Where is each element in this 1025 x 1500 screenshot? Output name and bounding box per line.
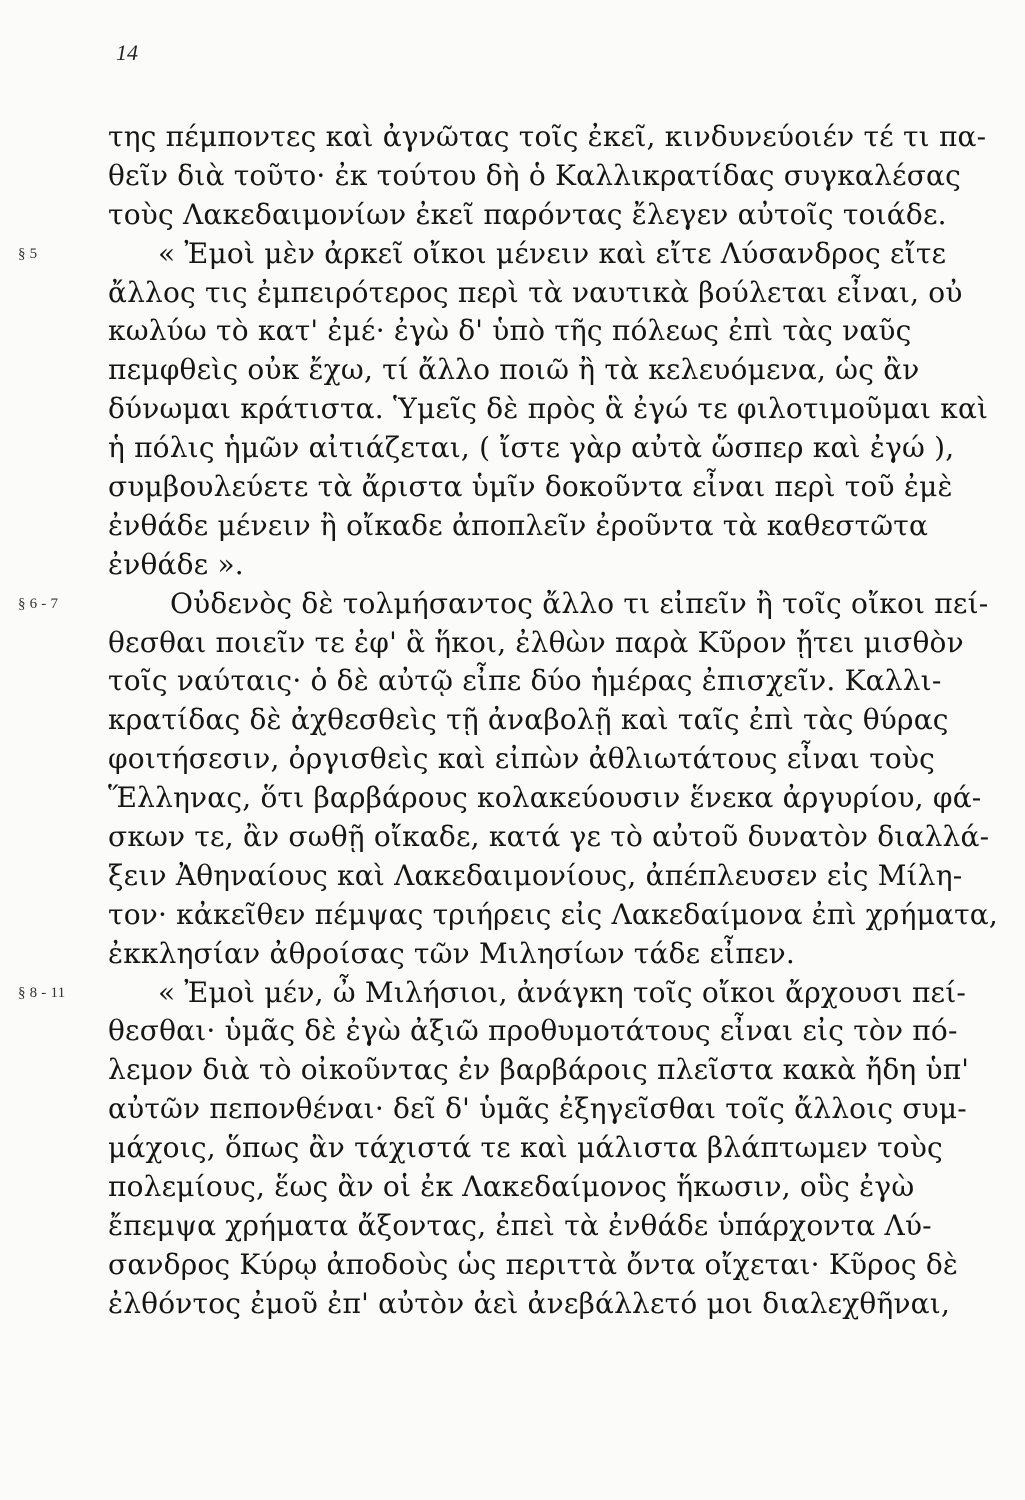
text-line xyxy=(108,274,963,313)
line-text: μάχοις, ὅπως ἂν τάχιστά τε καὶ μάλιστα βλάπτωμεν τοὺς xyxy=(108,1131,943,1165)
text-line xyxy=(108,818,990,857)
text-line xyxy=(108,662,953,701)
line-text: τοῖς ναύταις· ὁ δὲ αὐτῷ εἶπε δύο ἡμέρας ἐπισχεῖν. Καλλι- xyxy=(108,664,942,698)
section-ref: § 6 - 7 xyxy=(18,595,59,612)
text-line xyxy=(108,701,953,740)
text-line xyxy=(108,1012,958,1051)
text-line xyxy=(108,157,961,196)
text-line xyxy=(18,235,953,274)
line-text: θεσθαι· ὑμᾶς δὲ ἐγὼ ἀξιῶ προθυμοτάτους εἶναι εἰς τὸν πό- xyxy=(108,1014,958,1048)
section-ref: § 5 xyxy=(18,245,38,262)
text-line xyxy=(108,1207,953,1246)
section-ref: § 8 - 11 xyxy=(18,984,66,1001)
text-line xyxy=(108,896,998,935)
text-line xyxy=(108,546,953,585)
text-line xyxy=(108,857,963,896)
text-line xyxy=(108,740,953,779)
text-line xyxy=(108,196,953,235)
text-line xyxy=(108,1129,953,1168)
text-line xyxy=(108,429,953,468)
line-text: λεμον διὰ τὸ οἰκοῦντας ἐν βαρβάροις πλεῖστα κακὰ ἤδη ὑπ' xyxy=(108,1053,970,1087)
line-text: δύνωμαι κράτιστα. Ὑμεῖς δὲ πρὸς ἃ ἐγώ τε φιλοτιμοῦμαι καὶ xyxy=(108,392,989,426)
text-line xyxy=(108,1285,953,1324)
text-line xyxy=(108,1051,970,1090)
line-text: ἐνθάδε ». xyxy=(108,547,244,581)
text-line xyxy=(108,1168,953,1207)
line-text: « Ἐμοὶ μὲν ἀρκεῖ οἴκοι μένειν καὶ εἴτε Λύσανδρος εἴτε xyxy=(158,236,947,270)
line-text: Ἕλληνας, ὅτι βαρβάρους κολακεύουσιν ἕνεκα ἀργυρίου, φά- xyxy=(108,781,982,815)
line-text: « Ἐμοὶ μέν, ὦ Μιλήσιοι, ἀνάγκη τοῖς οἴκοι ἄρχουσι πεί- xyxy=(158,975,967,1009)
text-line xyxy=(108,351,953,390)
text-line xyxy=(108,118,987,157)
text-line xyxy=(108,779,982,818)
line-text: κρατίδας δὲ ἀχθεσθεὶς τῇ ἀναβολῇ καὶ ταῖς ἐπὶ τὰς θύρας xyxy=(108,703,949,737)
line-text: πολεμίους, ἕως ἂν οἱ ἐκ Λακεδαίμονος ἥκωσιν, οὓς ἐγὼ xyxy=(108,1170,915,1204)
line-text: ἡ πόλις ἡμῶν αἰτιάζεται, ( ἴστε γὰρ αὐτὰ ὥσπερ καὶ ἐγώ ), xyxy=(108,431,955,465)
page-number: 14 xyxy=(116,40,138,65)
text-line xyxy=(108,390,989,429)
text-line xyxy=(108,507,953,546)
line-text: τον· κἀκεῖθεν πέμψας τριήρεις εἰς Λακεδαίμονα ἐπὶ χρήματα, xyxy=(108,897,998,931)
text-line xyxy=(108,312,953,351)
line-text: ξειν Ἀθηναίους καὶ Λακεδαιμονίους, ἀπέπλευσεν εἰς Μίλη- xyxy=(108,858,963,892)
text-line xyxy=(18,585,989,624)
line-text: ἐκκλησίαν ἀθροίσας τῶν Μιλησίων τάδε εἶπεν. xyxy=(108,936,795,970)
line-text: αὐτῶν πεπονθέναι· δεῖ δ' ὑμᾶς ἐξηγεῖσθαι τοῖς ἄλλοις συμ- xyxy=(108,1092,967,1126)
line-text: ἄλλος τις ἐμπειρότερος περὶ τὰ ναυτικὰ βούλεται εἶναι, οὐ xyxy=(108,275,963,309)
text-line xyxy=(108,468,953,507)
line-text: συμβουλεύετε τὰ ἄριστα ὑμῖν δοκοῦντα εἶναι περὶ τοῦ ἐμὲ xyxy=(108,470,953,504)
line-text: Οὐδενὸς δὲ τολμήσαντος ἄλλο τι εἰπεῖν ἢ τοῖς οἴκοι πεί- xyxy=(170,586,989,620)
line-text: σανδρος Κύρῳ ἀποδοὺς ὡς περιττὰ ὄντα οἴχεται· Κῦρος δὲ xyxy=(108,1247,959,1281)
line-text: της πέμποντες καὶ ἀγνῶτας τοῖς ἐκεῖ, κινδυνεύοιέν τέ τι πα- xyxy=(108,120,987,153)
line-text: τοὺς Λακεδαιμονίων ἐκεῖ παρόντας ἔλεγεν αὐτοῖς τοιάδε. xyxy=(108,197,947,231)
line-text: σκων τε, ἂν σωθῇ οἴκαδε, κατά γε τὸ αὐτοῦ δυνατὸν διαλλά- xyxy=(108,820,990,854)
line-text: κωλύω τὸ κατ' ἐμέ· ἐγὼ δ' ὑπὸ τῆς πόλεως ἐπὶ τὰς ναῦς xyxy=(108,314,912,348)
line-text: πεμφθεὶς οὐκ ἔχω, τί ἄλλο ποιῶ ἢ τὰ κελευόμενα, ὡς ἂν xyxy=(108,353,920,387)
line-text: θεῖν διὰ τοῦτο· ἐκ τούτου δὴ ὁ Καλλικρατίδας συγκαλέσας xyxy=(108,158,961,192)
text-line xyxy=(108,624,964,663)
line-text: ἔπεμψα χρήματα ἄξοντας, ἐπεὶ τὰ ἐνθάδε ὑπάρχοντα Λύ- xyxy=(108,1208,932,1242)
line-text: ἐνθάδε μένειν ἢ οἴκαδε ἀποπλεῖν ἐροῦντα τὰ καθεστῶτα xyxy=(108,508,929,542)
text-line xyxy=(108,1246,959,1285)
body-text xyxy=(18,118,998,1324)
text-line xyxy=(18,974,967,1013)
line-text: φοιτήσεσιν, ὀργισθεὶς καὶ εἰπὼν ἀθλιωτάτους εἶναι τοὺς xyxy=(108,742,936,776)
text-line xyxy=(108,935,953,974)
text-line xyxy=(108,1090,967,1129)
line-text: θεσθαι ποιεῖν τε ἐφ' ἃ ἥκοι, ἐλθὼν παρὰ Κῦρον ᾔτει μισθὸν xyxy=(108,625,964,659)
line-text: ἐλθόντος ἐμοῦ ἐπ' αὐτὸν ἀεὶ ἀνεβάλλετό μοι διαλεχθῆναι, xyxy=(108,1286,951,1320)
